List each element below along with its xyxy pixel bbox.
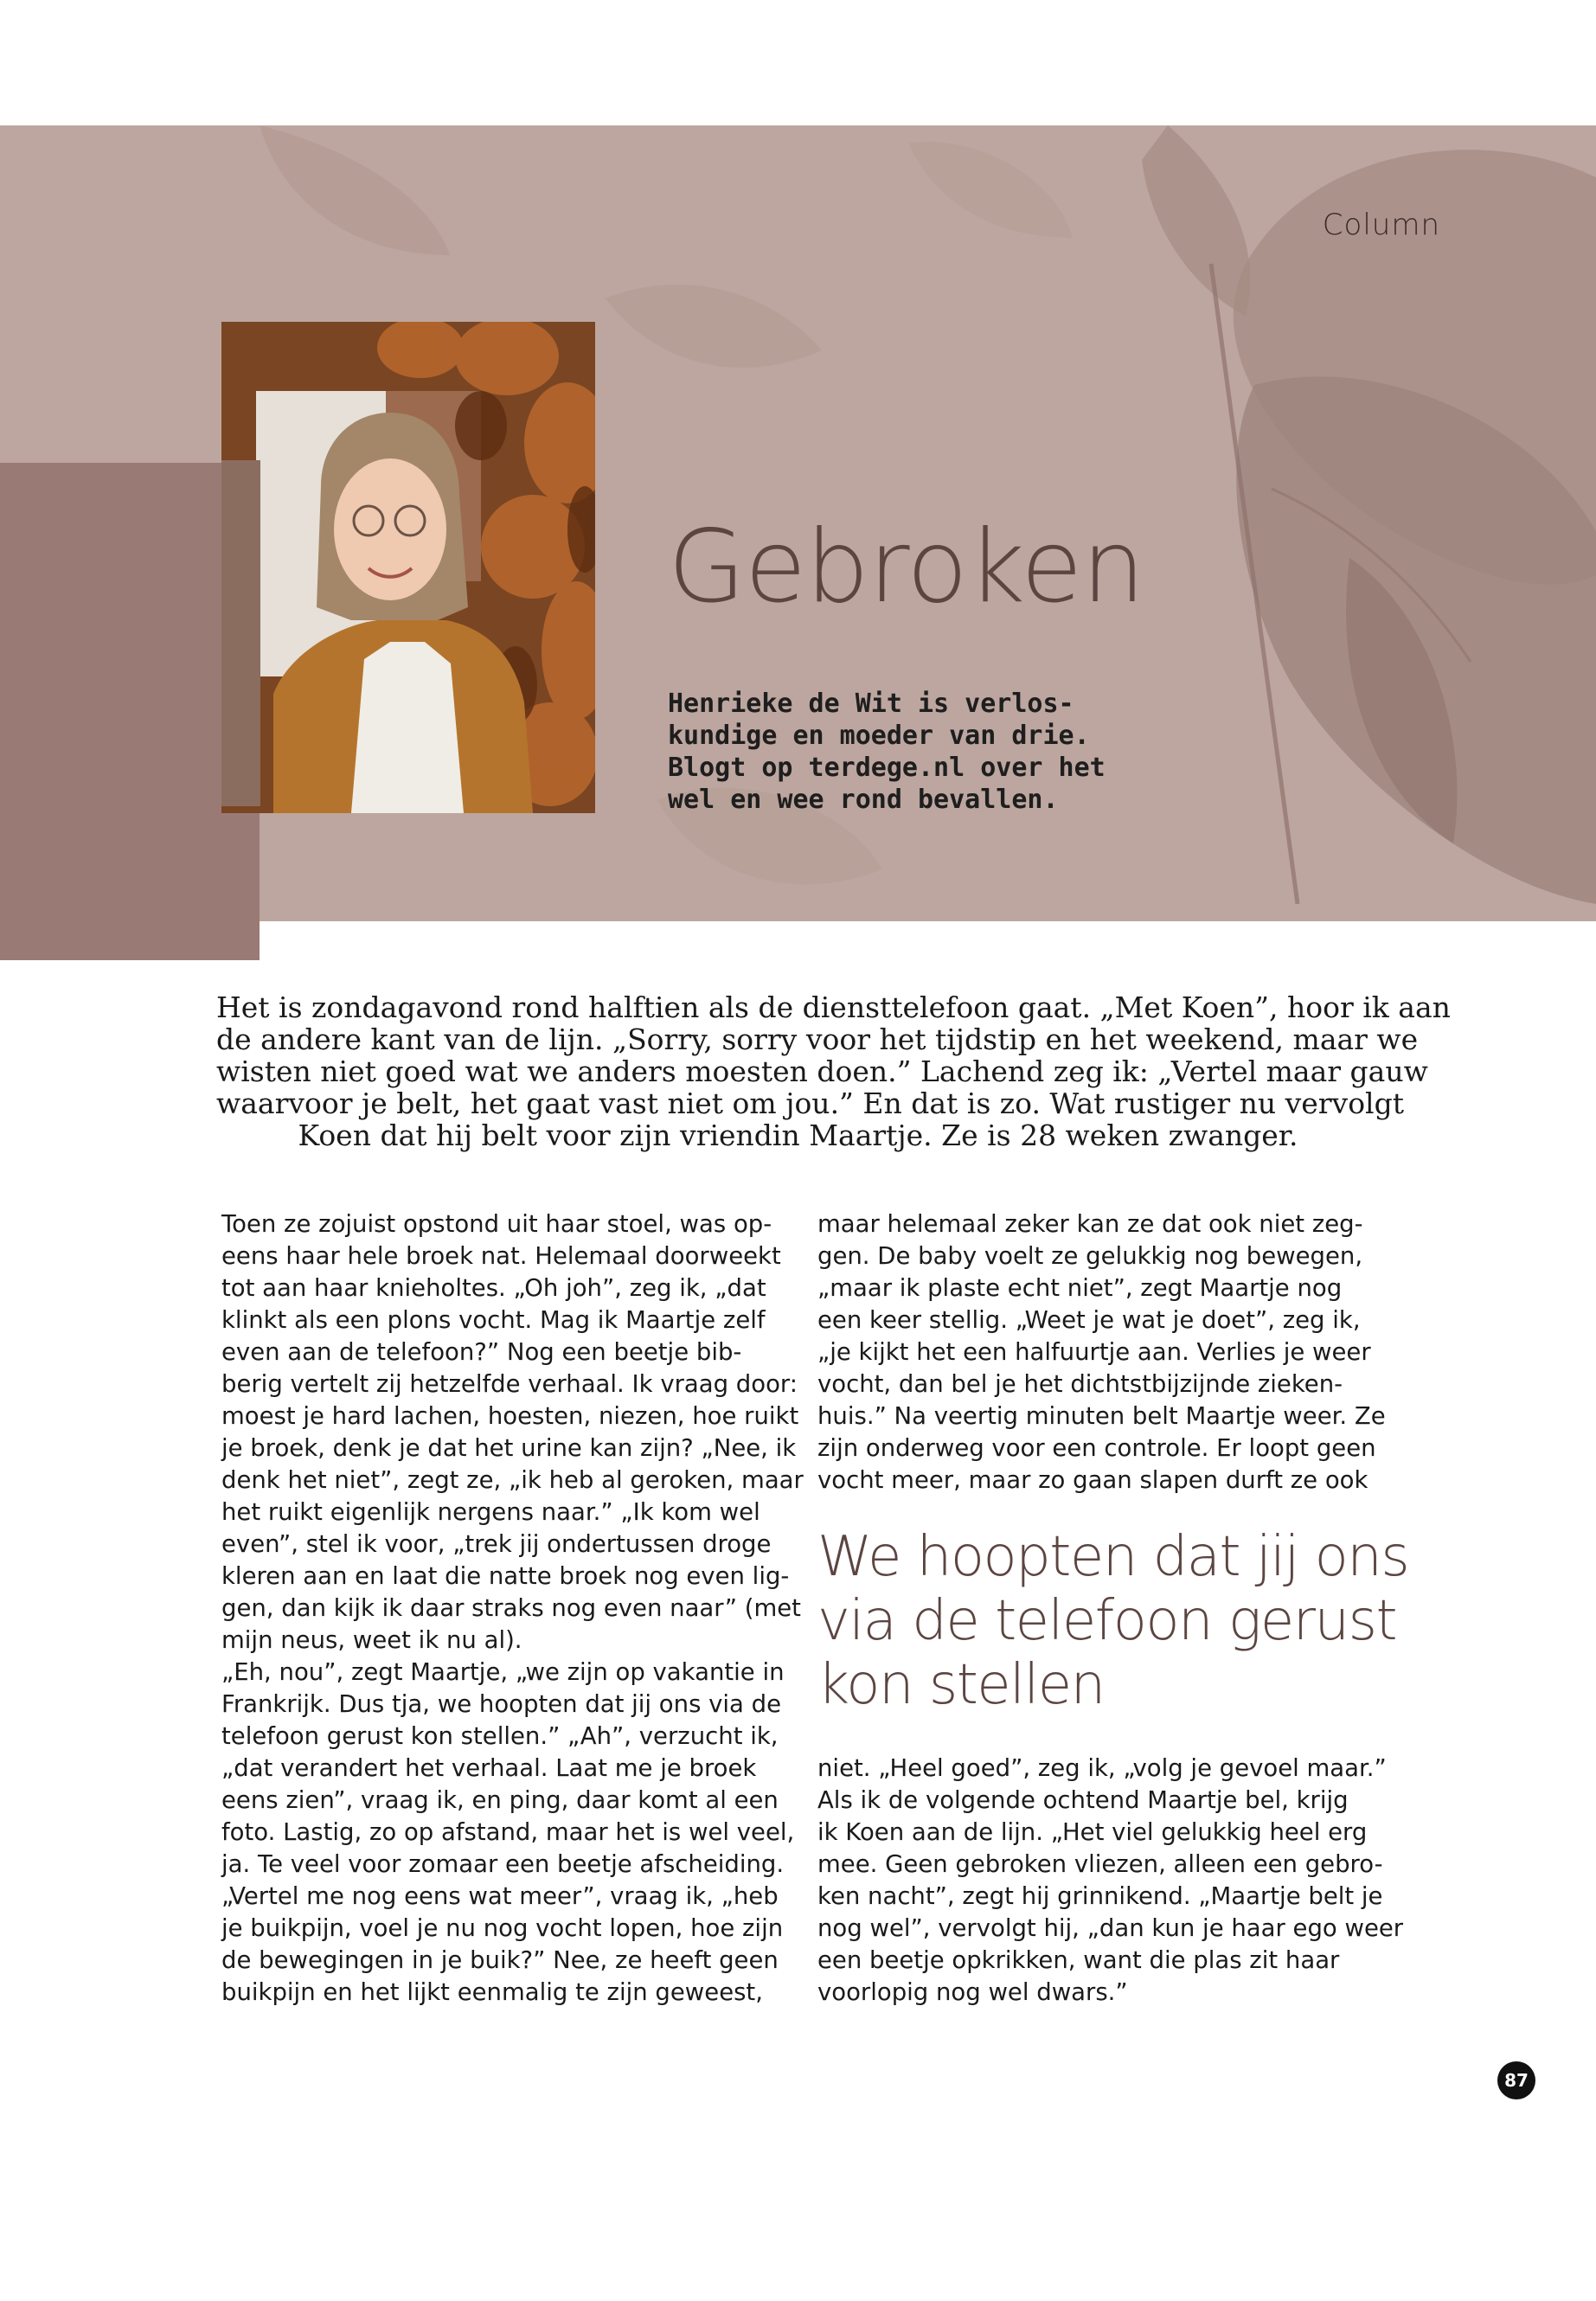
bio-line: Henrieke de Wit is verlos- bbox=[668, 689, 1074, 719]
body-line: gen, dan kijk ik daar straks nog even naar” (met bbox=[221, 1594, 801, 1622]
intro-line: wisten niet goed wat we anders moesten doen.” Lachend zeg ik: „Vertel maar gauw bbox=[216, 1054, 1428, 1088]
body-line: maar helemaal zeker kan ze dat ook niet zeg- bbox=[817, 1210, 1363, 1238]
body-line: gen. De baby voelt ze gelukkig nog bewegen, bbox=[817, 1242, 1363, 1270]
intro-line: de andere kant van de lijn. „Sorry, sorry voor het tijdstip en het weekend, maar we bbox=[216, 1022, 1419, 1056]
body-column-right-bottom bbox=[817, 1753, 1404, 2009]
body-line: Toen ze zojuist opstond uit haar stoel, was op- bbox=[221, 1210, 772, 1238]
body-line: een keer stellig. „Weet je wat je doet”, zeg ik, bbox=[817, 1306, 1361, 1334]
body-line: „Vertel me nog eens wat meer”, vraag ik, „heb bbox=[221, 1882, 779, 1910]
body-line: even aan de telefoon?” Nog een beetje bib- bbox=[221, 1338, 742, 1366]
pull-quote-line: kon stellen bbox=[817, 1653, 1105, 1717]
body-line: „maar ik plaste echt niet”, zegt Maartje nog bbox=[817, 1274, 1343, 1302]
body-line: vocht meer, maar zo gaan slapen durft ze ook bbox=[817, 1466, 1368, 1494]
article-intro bbox=[216, 990, 1451, 1152]
body-column-left bbox=[221, 1208, 804, 2009]
body-line: voorlopig nog wel dwars.” bbox=[817, 1978, 1128, 2006]
article-title: Gebroken bbox=[668, 509, 1144, 625]
body-line: „je kijkt het een halfuurtje aan. Verlies je weer bbox=[817, 1338, 1371, 1366]
body-line: Als ik de volgende ochtend Maartje bel, krijg bbox=[817, 1786, 1349, 1814]
body-line: je buikpijn, voel je nu nog vocht lopen, hoe zijn bbox=[221, 1914, 784, 1942]
body-line: huis.” Na veertig minuten belt Maartje weer. Ze bbox=[817, 1402, 1386, 1430]
body-line: een beetje opkrikken, want die plas zit haar bbox=[817, 1946, 1340, 1974]
section-label: Column bbox=[1322, 208, 1440, 242]
body-line: eens zien”, vraag ik, en ping, daar komt al een bbox=[221, 1786, 779, 1814]
body-line: eens haar hele broek nat. Helemaal doorweekt bbox=[221, 1242, 781, 1270]
body-line: het ruikt eigenlijk nergens naar.” „Ik kom wel bbox=[221, 1498, 760, 1526]
pull-quote-line: via de telefoon gerust bbox=[817, 1589, 1397, 1653]
body-line: je broek, denk je dat het urine kan zijn? „Nee, ik bbox=[221, 1434, 797, 1462]
body-line: niet. „Heel goed”, zeg ik, „volg je gevoel maar.” bbox=[817, 1754, 1387, 1782]
page-number-badge: 87 bbox=[1497, 2061, 1535, 2099]
body-line: foto. Lastig, zo op afstand, maar het is wel veel, bbox=[221, 1818, 795, 1846]
body-line: kleren aan en laat die natte broek nog even lig- bbox=[221, 1562, 790, 1590]
body-line: ja. Te veel voor zomaar een beetje afscheiding. bbox=[221, 1850, 785, 1878]
body-line: berig vertelt zij hetzelfde verhaal. Ik vraag door: bbox=[221, 1370, 798, 1398]
body-line: de bewegingen in je buik?” Nee, ze heeft geen bbox=[221, 1946, 779, 1974]
body-line: mijn neus, weet ik nu al). bbox=[221, 1626, 522, 1654]
body-line: denk het niet”, zegt ze, „ik heb al geroken, maar bbox=[221, 1466, 804, 1494]
body-line: tot aan haar knieholtes. „Oh joh”, zeg ik, „dat bbox=[221, 1274, 766, 1302]
body-line: telefoon gerust kon stellen.” „Ah”, verzucht ik, bbox=[221, 1722, 779, 1750]
decorative-side-block bbox=[0, 463, 260, 960]
bio-line: wel en wee rond bevallen. bbox=[668, 785, 1059, 815]
intro-line: waarvoor je belt, het gaat vast niet om jou.” En dat is zo. Wat rustiger nu vervolgt bbox=[216, 1086, 1404, 1120]
body-line: ik Koen aan de lijn. „Het viel gelukkig heel erg bbox=[817, 1818, 1368, 1846]
intro-line: Het is zondagavond rond halftien als de diensttelefoon gaat. „Met Koen”, hoor ik aan bbox=[216, 990, 1451, 1024]
body-line: mee. Geen gebroken vliezen, alleen een gebro- bbox=[817, 1850, 1383, 1878]
bio-line: kundige en moeder van drie. bbox=[668, 721, 1090, 751]
body-line: vocht, dan bel je het dichtstbijzijnde zieken- bbox=[817, 1370, 1343, 1398]
intro-line: Koen dat hij belt voor zijn vriendin Maartje. Ze is 28 weken zwanger. bbox=[298, 1118, 1298, 1152]
body-line: zijn onderweg voor een controle. Er loopt geen bbox=[817, 1434, 1376, 1462]
pull-quote bbox=[817, 1525, 1409, 1717]
author-bio bbox=[668, 688, 1204, 816]
body-line: „Eh, nou”, zegt Maartje, „we zijn op vakantie in bbox=[221, 1658, 785, 1686]
body-line: nog wel”, vervolgt hij, „dan kun je haar ego weer bbox=[817, 1914, 1404, 1942]
author-portrait-photo bbox=[221, 322, 595, 813]
body-line: „dat verandert het verhaal. Laat me je broek bbox=[221, 1754, 757, 1782]
body-column-right-top bbox=[817, 1208, 1388, 1497]
body-line: ken nacht”, zegt hij grinnikend. „Maartje belt je bbox=[817, 1882, 1383, 1910]
body-line: Frankrijk. Dus tja, we hoopten dat jij ons via de bbox=[221, 1690, 782, 1718]
body-line: klinkt als een plons vocht. Mag ik Maartje zelf bbox=[221, 1306, 766, 1334]
body-line: buikpijn en het lijkt eenmalig te zijn geweest, bbox=[221, 1978, 763, 2006]
body-line: moest je hard lachen, hoesten, niezen, hoe ruikt bbox=[221, 1402, 799, 1430]
body-line: even”, stel ik voor, „trek jij ondertussen droge bbox=[221, 1530, 772, 1558]
pull-quote-line: We hoopten dat jij ons bbox=[817, 1525, 1409, 1589]
bio-line: Blogt op terdege.nl over het bbox=[668, 753, 1106, 783]
